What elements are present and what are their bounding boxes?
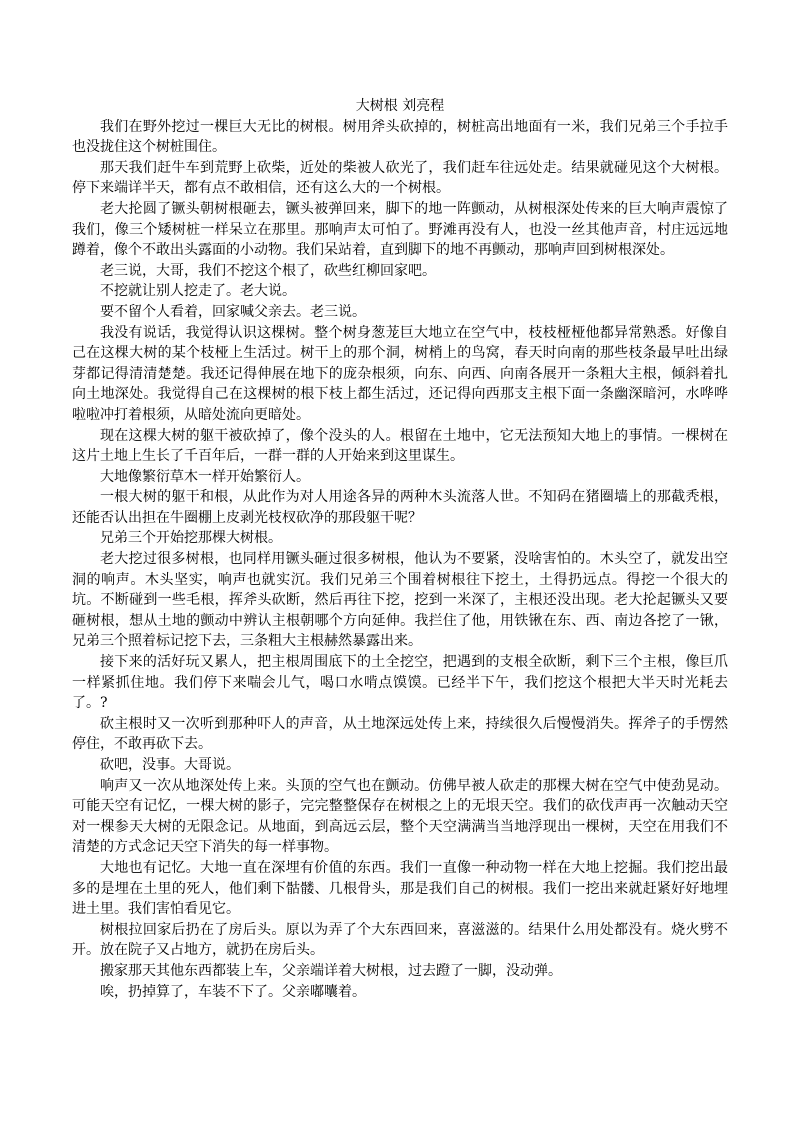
paragraph: 老大挖过很多树根，也同样用镢头砸过很多树根，他认为不要紧，没啥害怕的。木头空了，就发出空洞的响声。木头坚实，响声也就实沉。我们兄弟三个围着树根往下挖土，土得扔远点。得挖一个很大的坑。不断碰到一些毛根，挥斧头砍断，然后再往下挖，挖到一米深了，主根还没出现。老大抡起镢头又要砸树根，想从土地的颤动中辨认主根朝哪个方向延伸。我拦住了他，用铁锹在东、西、南边各挖了一锹，兄弟三个照着标记挖下去，三条粗大主根赫然暴露出来。 bbox=[72, 551, 728, 650]
paragraph: 大地像繁衍草木一样开始繁衍人。 bbox=[100, 468, 310, 485]
paragraph: 兄弟三个开始挖那棵大树根。 bbox=[100, 530, 282, 547]
paragraph: 唉，扔掉算了，车装不下了。父亲嘟囔着。 bbox=[100, 983, 366, 1000]
paragraph: 要不留个人看着，回家喊父亲去。老三说。 bbox=[100, 303, 366, 320]
paragraph: 那天我们赶牛车到荒野上砍柴，近处的柴被人砍光了，我们赶车往远处走。结果就碰见这个大树根。停下来端详半天，都有点不敢相信，还有这么大的一个树根。 bbox=[72, 159, 728, 197]
document-body bbox=[72, 117, 728, 1003]
paragraph: 一根大树的躯干和根，从此作为对人用途各异的两种木头流落人世。不知码在猪圈墙上的那截秃根，还能否认出担在牛圈棚上皮剥光枝杈砍净的那段躯干呢？ bbox=[72, 489, 728, 526]
paragraph: 老三说，大哥，我们不挖这个根了，砍些红柳回家吧。 bbox=[100, 262, 436, 279]
paragraph: 树根拉回家后扔在了房后头。原以为弄了个大东西回来，喜滋滋的。结果什么用处都没有。烧火劈不开。放在院子又占地方，就扔在房后头。 bbox=[72, 921, 728, 959]
paragraph: 响声又一次从地深处传上来。头顶的空气也在颤动。仿佛早被人砍走的那棵大树在空气中使劲晃动。可能天空有记忆，一棵大树的影子，完完整整保存在树根之上的无垠天空。我们的砍伐声再一次触动天空对一棵参天大树的无限念记。从地面，到高远云层，整个天空满满当当地浮现出一棵树，天空在用我们不清楚的方式念记天空下消失的每一样事物。 bbox=[72, 777, 728, 856]
paragraph: 不挖就让别人挖走了。老大说。 bbox=[100, 283, 296, 300]
paragraph: 我们在野外挖过一棵巨大无比的树根。树用斧头砍掉的，树桩高出地面有一米，我们兄弟三个手拉手也没拢住这个树桩围住。 bbox=[72, 118, 728, 156]
paragraph: 砍主根时又一次听到那种吓人的声音，从土地深远处传上来，持续很久后慢慢消失。挥斧子的手愣然停住，不敢再砍下去。 bbox=[72, 715, 728, 753]
document-title: 大树根 刘亮程 bbox=[355, 98, 445, 114]
paragraph: 现在这棵大树的躯干被砍掉了，像个没头的人。根留在土地中，它无法预知大地上的事情。一棵树在这片土地上生长了千百年后，一群一群的人开始来到这里谋生。 bbox=[72, 427, 728, 465]
paragraph: 搬家那天其他东西都装上车，父亲端详着大树根，过去蹬了一脚，没动弹。 bbox=[100, 962, 562, 979]
paragraph: 砍吧，没事。大哥说。 bbox=[100, 757, 240, 773]
document-page bbox=[72, 96, 728, 1002]
paragraph: 接下来的活好玩又累人，把主根周围底下的土全挖空，把遇到的支根全砍断，剩下三个主根，像巨爪一样紧抓住地。我们停下来喘会儿气，喝口水啃点馍馍。已经半下午，我们挖这个根把大半天时光耗去了。? bbox=[72, 654, 728, 712]
paragraph: 大地也有记忆。大地一直在深埋有价值的东西。我们一直像一种动物一样在大地上挖掘。我们挖出最多的是埋在土里的死人，他们剩下骷髅、几根骨头，那是我们自己的树根。我们一挖出来就赶紧好好地埋进土里。我们害怕看见它。 bbox=[72, 859, 728, 918]
paragraph: 老大抡圆了镢头朝树根砸去，镢头被弹回来，脚下的地一阵颤动，从树根深处传来的巨大响声震惊了我们，像三个矮树桩一样呆立在那里。那响声太可怕了。野滩再没有人，也没一丝其他声音，村庄远远地蹲着，像个不敢出头露面的小动物。我们呆站着，直到脚下的地不再颤动，那响声回到树根深处。 bbox=[72, 200, 728, 259]
paragraph: 我没有说话，我觉得认识这棵树。整个树身葱茏巨大地立在空气中，枝枝桠桠他都异常熟悉。好像自己在这棵大树的某个枝桠上生活过。树干上的那个洞，树梢上的鸟窝，春天时向南的那些枝条最早吐出绿芽都记得清清楚楚。我还记得伸展在地下的庞杂根须，向东、向西、向南各展开一条粗大主根，倾斜着扎向土地深处。我觉得自己在这棵树的根下枝上都生活过，还记得向西那支主根下面一条幽深暗河，水哗哗啦啦冲打着根须，从暗处流向更暗处。 bbox=[72, 324, 728, 423]
